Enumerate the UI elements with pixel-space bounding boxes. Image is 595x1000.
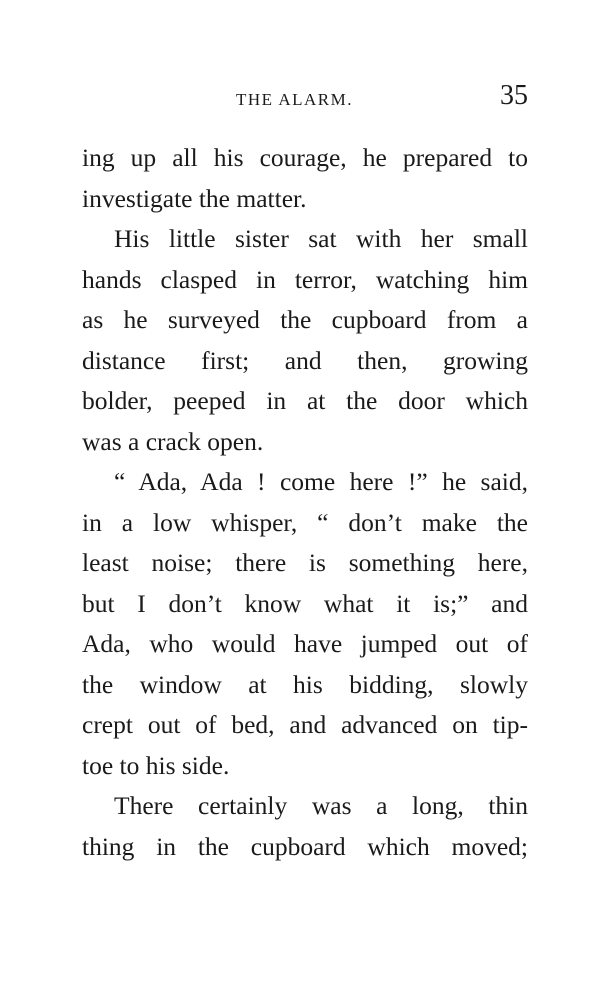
body-text [82,138,528,867]
text-line: but I don’t know what it is;” and [82,588,528,618]
text-line: thing in the cupboard which moved; [82,831,528,861]
text-line: toe to his side. [82,750,230,780]
text-line: least noise; there is something here, [82,548,528,577]
text-line: the window at his bidding, slowly [82,669,528,699]
text-line: in a low whisper, “ don’t make the [82,507,528,537]
text-line: Ada, who would have jumped out of [82,629,528,658]
text-line: as he surveyed the cupboard from a [82,305,528,334]
text-line: ing up all his courage, he prepared to [82,143,528,172]
text-line: was a crack open. [82,426,264,456]
text-line: hands clasped in terror, watching him [82,264,528,294]
text-line: crept out of bed, and advanced on tip- [82,710,528,739]
page-number: 35 [500,80,528,111]
text-line: bolder, peeped in at the door which [82,386,528,415]
page-header [82,80,528,120]
text-line: investigate the matter. [82,183,307,213]
text-line: “ Ada, Ada ! come here !” he said, [114,467,528,496]
text-line: His little sister sat with her small [114,224,528,253]
text-line: There certainly was a long, thin [114,791,528,820]
text-line: distance first; and then, growing [82,345,528,375]
running-title: THE ALARM. [236,90,353,109]
